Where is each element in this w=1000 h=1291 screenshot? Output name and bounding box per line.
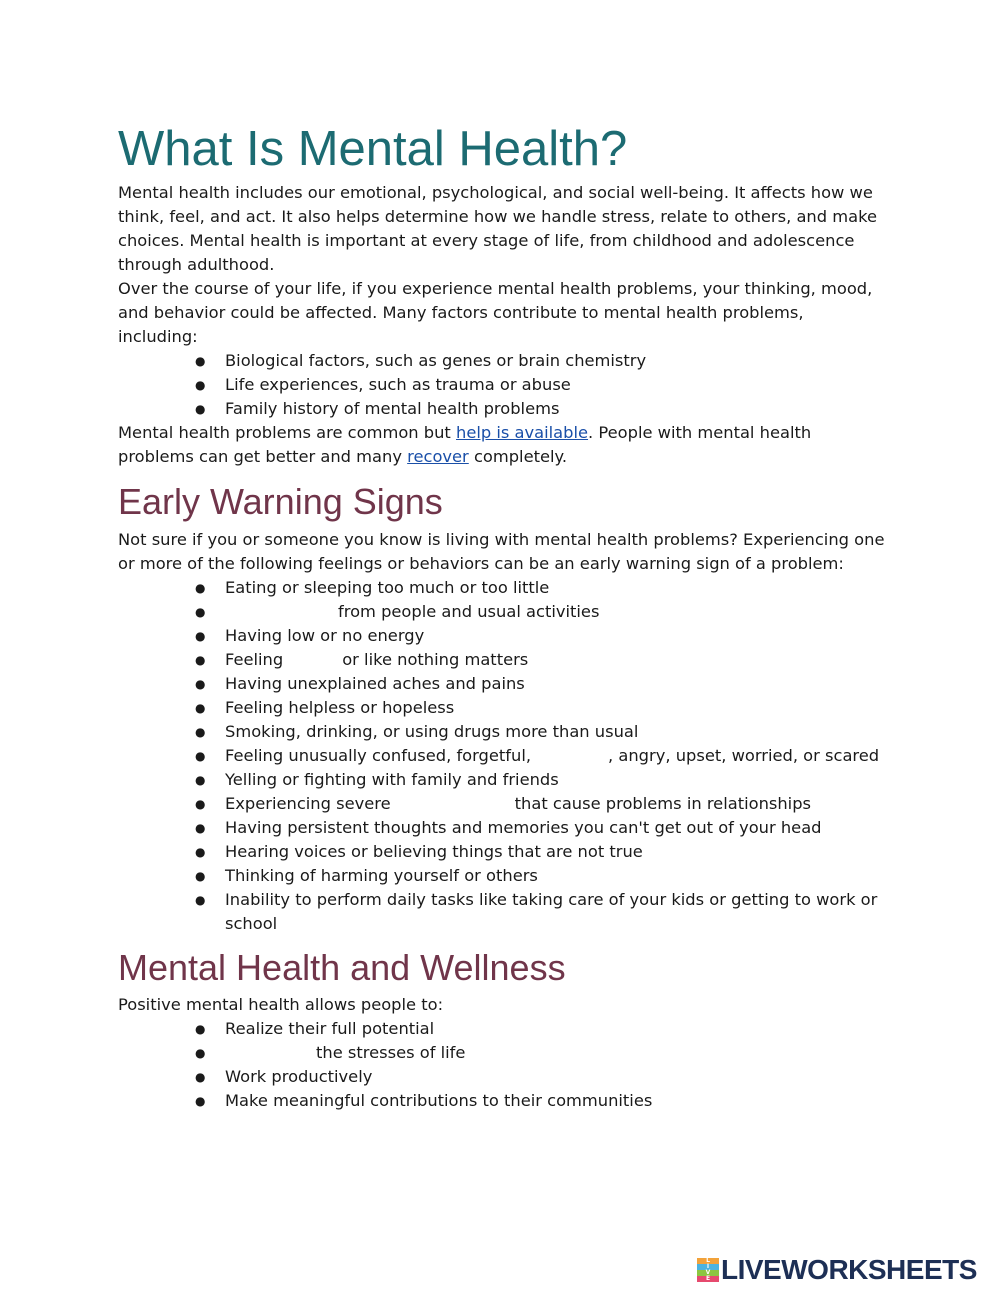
bullet-icon: ● bbox=[195, 677, 206, 691]
list-item: ● Feeling unusually confused, forgetful, , angry, upset, worried, or scared bbox=[118, 744, 888, 768]
bullet-icon: ● bbox=[195, 402, 206, 416]
logo-text: LIVEWORKSHEETS bbox=[721, 1254, 977, 1285]
list-item: ● Eating or sleeping too much or too little bbox=[118, 576, 888, 600]
section-heading-wellness: Mental Health and Wellness bbox=[118, 947, 566, 988]
list-item: ● Life experiences, such as trauma or abuse bbox=[118, 373, 888, 397]
help-available-link[interactable]: help is available bbox=[456, 423, 589, 442]
document-page bbox=[118, 118, 888, 1113]
bullet-icon: ● bbox=[195, 749, 206, 763]
bullet-icon: ● bbox=[195, 893, 206, 907]
list-item: ● Experiencing severe that cause problems in relationships bbox=[118, 792, 888, 816]
bullet-icon: ● bbox=[195, 354, 206, 368]
bullet-icon: ● bbox=[195, 845, 206, 859]
bullet-icon: ● bbox=[195, 1094, 206, 1108]
list-item: ● the stresses of life bbox=[118, 1041, 888, 1065]
section-heading-warning: Early Warning Signs bbox=[118, 481, 443, 522]
list-item: ● Feeling or like nothing matters bbox=[118, 648, 888, 672]
wellness-list bbox=[118, 1017, 888, 1113]
list-item: ● Biological factors, such as genes or brain chemistry bbox=[118, 349, 888, 373]
list-item: ● Yelling or fighting with family and friends bbox=[118, 768, 888, 792]
list-item: ● Feeling helpless or hopeless bbox=[118, 696, 888, 720]
wellness-intro: Positive mental health allows people to: bbox=[118, 995, 444, 1014]
list-item: ● Inability to perform daily tasks like taking care of your kids or getting to work or school bbox=[195, 890, 878, 933]
bullet-icon: ● bbox=[195, 725, 206, 739]
list-item: ● Having unexplained aches and pains bbox=[118, 672, 888, 696]
warning-signs-list bbox=[118, 576, 888, 936]
list-item: ● Make meaningful contributions to their communities bbox=[118, 1089, 888, 1113]
list-item: ● Hearing voices or believing things that are not true bbox=[118, 840, 888, 864]
bullet-icon: ● bbox=[195, 1070, 206, 1084]
bullet-icon: ● bbox=[195, 773, 206, 787]
bullet-icon: ● bbox=[195, 629, 206, 643]
list-item: ● Realize their full potential bbox=[118, 1017, 888, 1041]
intro-paragraph-3: Mental health problems are common but help is available. People with mental health problems can get better and many recover completely. bbox=[118, 423, 812, 466]
intro-paragraph-1: Mental health includes our emotional, psychological, and social well-being. It affects how we think, feel, and act. It also helps determine how we handle stress, relate to others, and make choices. Mental health is important at every stage of life, from childhood and adolescence through adulthood. bbox=[118, 183, 877, 274]
list-item: ● Thinking of harming yourself or others bbox=[118, 864, 888, 888]
liveworksheets-logo bbox=[697, 1254, 977, 1286]
bullet-icon: ● bbox=[195, 378, 206, 392]
bullet-icon: ● bbox=[195, 1022, 206, 1036]
bullet-icon: ● bbox=[195, 653, 206, 667]
bullet-icon: ● bbox=[195, 1046, 206, 1060]
warning-intro: Not sure if you or someone you know is living with mental health problems? Experiencing one or more of the following feelings or behaviors can be an early warning sign of a problem: bbox=[118, 530, 885, 573]
bullet-icon: ● bbox=[195, 581, 206, 595]
factors-list bbox=[118, 349, 888, 421]
list-item: ● Smoking, drinking, or using drugs more than usual bbox=[118, 720, 888, 744]
bullet-icon: ● bbox=[195, 797, 206, 811]
list-item: ● Work productively bbox=[118, 1065, 888, 1089]
bullet-icon: ● bbox=[195, 605, 206, 619]
list-item: ● Family history of mental health problems bbox=[118, 397, 888, 421]
list-item: ● Having low or no energy bbox=[118, 624, 888, 648]
bullet-icon: ● bbox=[195, 701, 206, 715]
bullet-icon: ● bbox=[195, 869, 206, 883]
recover-link[interactable]: recover bbox=[407, 447, 469, 466]
list-item: ● from people and usual activities bbox=[118, 600, 888, 624]
page-title: What Is Mental Health? bbox=[118, 122, 628, 176]
bullet-icon: ● bbox=[195, 821, 206, 835]
list-item: ● Having persistent thoughts and memories you can't get out of your head bbox=[118, 816, 888, 840]
intro-paragraph-2: Over the course of your life, if you experience mental health problems, your thinking, mood, and behavior could be affected. Many factors contribute to mental health problems, including: bbox=[118, 279, 873, 346]
logo-mark-icon: L I V E bbox=[697, 1258, 719, 1282]
